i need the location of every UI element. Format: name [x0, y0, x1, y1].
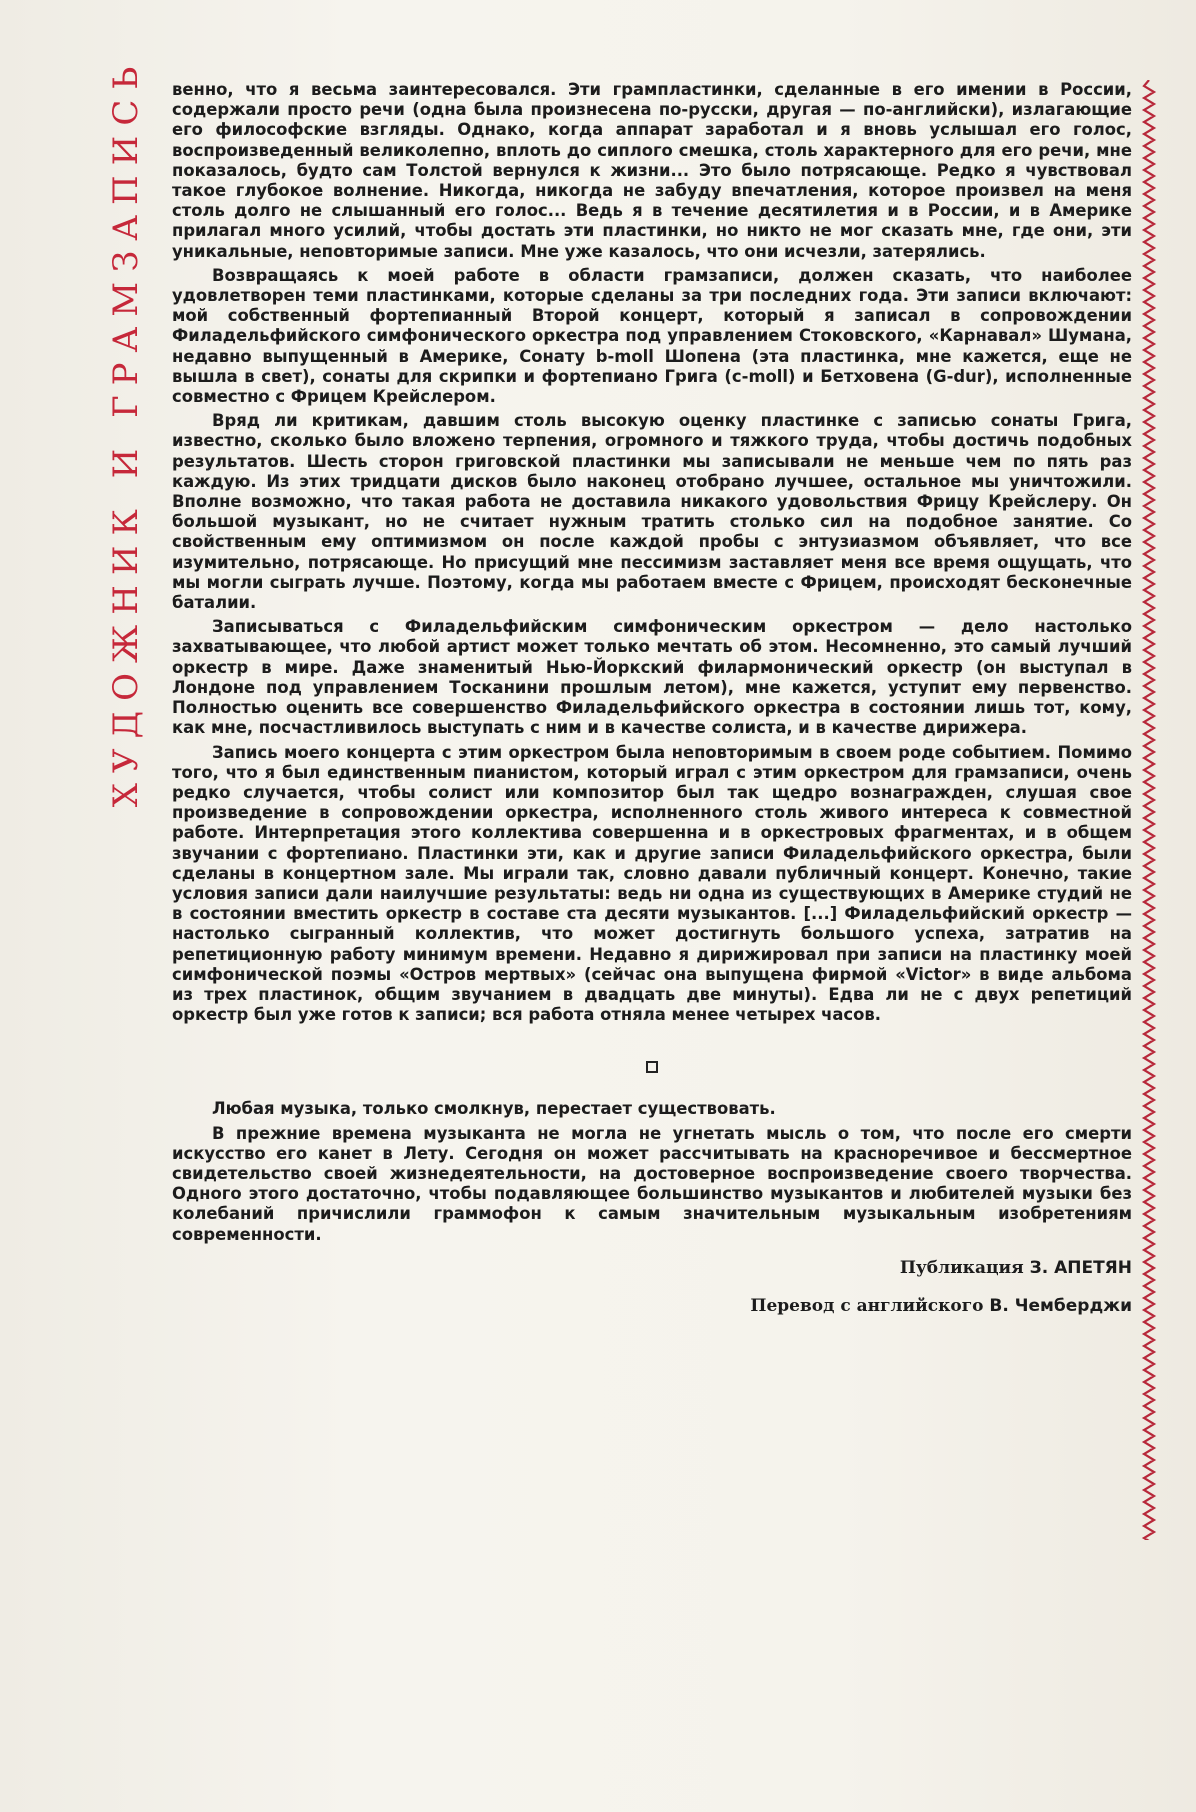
publication-credit — [172, 1257, 1132, 1279]
paragraph-3: Вряд ли критикам, давшим столь высокую оценку пластинке с записью сонаты Грига, известно, сколько было вложено терпения, огромного и тяжкого труда, чтобы достичь подобных результатов. Шесть сторон григовской пластинки мы записывали не меньше чем по пять раз каждую. Из этих тридцати дисков было наконец отобрано лучшее, остальное мы уничтожили. Вполне возможно, что такая работа не доставила никакого удовольствия Фрицу Крейслеру. Он большой музыкант, но не считает нужным тратить столько сил на подобное занятие. Со свойственным ему оптимизмом он после каждой пробы с энтузиазмом объявляет, что все изумительно, потрясающе. Но присущий мне пессимизм заставляет меня все время ощущать, что мы могли сыграть лучше. Поэтому, когда мы работаем вместе с Фрицем, происходят бесконечные баталии. — [172, 411, 1132, 613]
translation-credit — [172, 1295, 1132, 1317]
paragraph-2: Возвращаясь к моей работе в области грамзаписи, должен сказать, что наиболее удовлетворен теми пластинками, которые сделаны за три последних года. Эти записи включают: мой собственный фортепианный Второй концерт, который я записал в сопровождении Филадельфийского симфонического оркестра под управлением Стоковского, «Карнавал» Шумана, недавно выпущенный в Америке, Сонату b-moll Шопена (эта пластинка, мне кажется, еще не вышла в свет), сонаты для скрипки и фортепиано Грига (c-moll) и Бетховена (G-dur), исполненные совместно с Фрицем Крейслером. — [172, 265, 1132, 407]
section-title-vertical — [98, 56, 154, 808]
publication-name: З. АПЕТЯН — [1029, 1257, 1132, 1278]
section-title-text: ХУДОЖНИК И ГРАМЗАПИСЬ — [106, 56, 147, 808]
translation-name: В. Чемберджи — [989, 1295, 1132, 1316]
translation-label: Перевод с английского — [750, 1295, 984, 1316]
article-body — [172, 80, 1132, 1317]
section-separator-square — [646, 1061, 658, 1073]
paragraph-5: Запись моего концерта с этим оркестром была неповторимым в своем роде событием. Помимо того, что я был единственным пианистом, который играл с этим оркестром для грамзаписи, очень редко случается, чтобы солист или композитор был так щедро вознагражден, слушая свое произведение в сопровождении оркестра, исполненного столь живого интереса к совместной работе. Интерпретация этого коллектива совершенна и в оркестровых фрагментах, и в общем звучании с фортепиано. Пластинки эти, как и другие записи Филадельфийского оркестра, были сделаны в концертном зале. Мы играли так, словно давали публичный концерт. Конечно, такие условия записи дали наилучшие результаты: ведь ни одна из существующих в Америке студий не в состоянии вместить оркестр в составе ста десяти музыкантов. [...] Филадельфийский оркестр — настолько сыгранный коллектив, что может достигнуть большого успеха, затратив на репетиционную работу минимум времени. Недавно я дирижировал при записи на пластинку моей симфонической поэмы «Остров мертвых» (сейчас она выпущена фирмой «Victor» в виде альбома из трех пластинок, общим звучанием в двадцать две минуты). Едва ли не с двух репетиций оркестр был уже готов к записи; вся работа отняла менее четырех часов. — [172, 742, 1132, 1025]
closing-paragraph-1: Любая музыка, только смолкнув, перестает существовать. — [212, 1099, 776, 1119]
publication-label: Публикация — [899, 1257, 1024, 1278]
closing-paragraph-2: В прежние времена музыканта не могла не угнетать мысль о том, что после его смерти искусство его канет в Лету. Сегодня он может рассчитывать на красноречивое и бессмертное свидетельство своей жизнедеятельности, на достоверное воспроизведение своего творчества. Одного этого достаточно, чтобы подавляющее большинство музыкантов и любителей музыки без колебаний причислили граммофон к самым значительным музыкальным изобретениям современности. — [172, 1123, 1132, 1244]
decorative-wavy-line — [1140, 80, 1158, 1540]
paragraph-4: Записываться с Филадельфийским симфоническим оркестром — дело настолько захватывающее, что любой артист может только мечтать об этом. Несомненно, это самый лучший оркестр в мире. Даже знаменитый Нью-Йоркский филармонический оркестр (он выступал в Лондоне под управлением Тосканини прошлым летом), мне кажется, уступит ему первенство. Полностью оценить все совершенство Филадельфийского оркестра в состоянии лишь тот, кому, как мне, посчастливилось выступать с ним и в качестве солиста, и в качестве дирижера. — [172, 617, 1132, 738]
paragraph-1: венно, что я весьма заинтересовался. Эти грампластинки, сделанные в его имении в России, содержали просто речи (одна была произнесена по-русски, другая — по-английски), излагающие его философские взгляды. Однако, когда аппарат заработал и я вновь услышал его голос, воспроизведенный великолепно, вплоть до сиплого смешка, столь характерного для его речи, мне показалось, будто сам Толстой вернулся к жизни... Это было потрясающе. Редко я чувствовал такое глубокое волнение. Никогда, никогда не забуду впечатления, которое произвел на меня столь долго не слышанный его голос... Ведь я в течение десятилетия и в России, и в Америке прилагал много усилий, чтобы достать эти пластинки, но никто не мог сказать мне, где они, эти уникальные, неповторимые записи. Мне уже казалось, что они исчезли, затерялись. — [172, 80, 1132, 261]
